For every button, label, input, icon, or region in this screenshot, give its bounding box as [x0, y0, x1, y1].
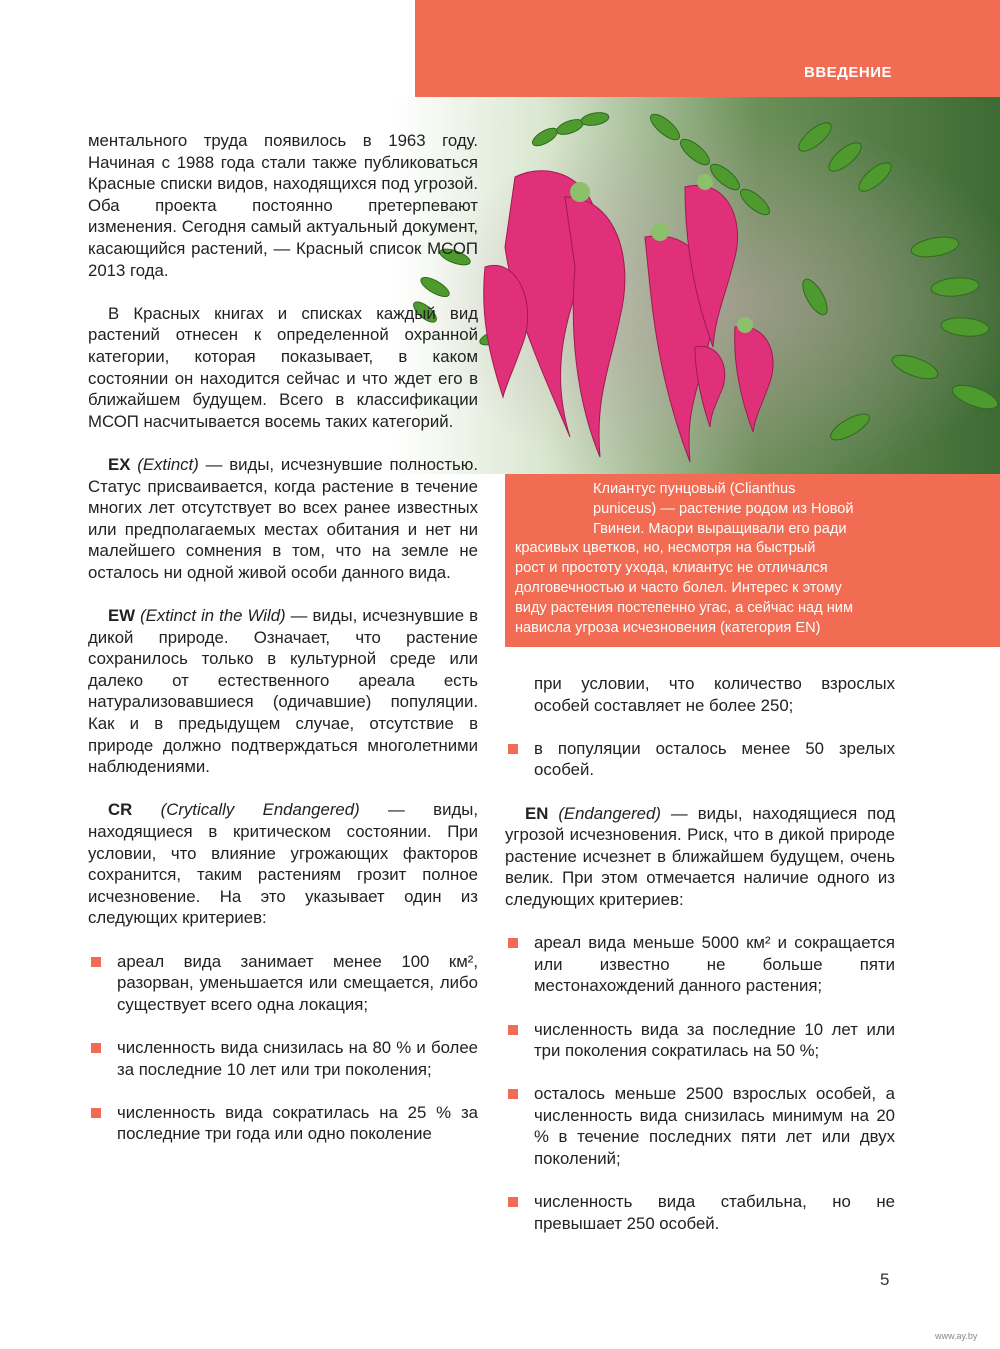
bullet-text: численность вида за последние 10 лет или три поколения сократилась на 50 %; [534, 1019, 895, 1061]
paragraph-cr [88, 799, 478, 929]
section-title: ВВЕДЕНИЕ [804, 64, 892, 81]
paragraph-ex [88, 454, 478, 584]
category-text-ew: — виды, исчезнувшие в дикой природе. Означает, что растение сохранилось только в культурной среде или далеко от естественного ареала есть натурализовавшиеся (одичавшие) популяции. Как и в предыдущем случае, отсутствие в природе должно подтверждаться многолетними наблюдениями. [88, 606, 478, 777]
watermark: www.ay.by [935, 1331, 978, 1341]
category-code-ex: EX [108, 454, 131, 474]
list-item [505, 1191, 895, 1234]
bullet-text: численность вида снизилась на 80 % и более за последние 10 лет или три поколения; [117, 1037, 478, 1079]
bullet-square-icon [508, 938, 518, 948]
bullet-text: осталось меньше 2500 взрослых особей, а численность вида снизилась минимум на 20 % в течение последних пяти лет или двух поколений; [534, 1084, 895, 1169]
right-column [505, 673, 895, 1256]
caption-line-2: puniceus) — растение родом из Новой [593, 500, 854, 517]
flower-photo-icon [395, 97, 1000, 474]
list-item-continued [505, 673, 895, 716]
paragraph-ew [88, 605, 478, 778]
category-code-cr: CR [108, 800, 133, 820]
bullet-square-icon [508, 1025, 518, 1035]
bullet-square-icon [91, 957, 101, 967]
list-item [505, 1019, 895, 1062]
list-item [505, 738, 895, 781]
bullet-text: численность вида сократилась на 25 % за последние три года или одно поколение [117, 1102, 478, 1144]
paragraph-intro: ментального труда появилось в 1963 году. Начиная с 1988 года стали также публиковаться Красные списки видов, находящихся под угрозой. Оба проекта постоянно претерпевают изменения. Сегодня самый актуальный документ, касающийся растений, — Красный список МСОП 2013 года. [88, 131, 478, 280]
bullet-text: при условии, что количество взрослых особей составляет не более 250; [534, 674, 895, 715]
category-code-ew: EW [108, 606, 136, 626]
bullet-square-icon [508, 744, 518, 754]
bullet-square-icon [91, 1108, 101, 1118]
category-text-en: — виды, находящиеся под угрозой исчезновения. Риск, что в дикой природе растение исчезнет в ближайшем будущем, очень велик. При этом отмечается наличие одного из следующих критериев: [505, 803, 895, 909]
list-item [505, 1083, 895, 1169]
page-number: 5 [880, 1270, 890, 1289]
category-name-en: (Endangered) [558, 803, 661, 823]
category-name-cr: (Crytically Endangered) [160, 800, 360, 820]
bullet-square-icon [508, 1197, 518, 1207]
bullet-text: ареал вида занимает менее 100 км², разорван, уменьшается или смещается, либо существует всего одна локация; [117, 951, 478, 1014]
category-text-ex: — виды, исчезнувшие полностью. Статус присваивается, когда растение в течение многих лет отсутствует во всех ранее известных или предполагаемых местах обитания и нет ни малейшего сомнения в том, что на земле не осталось ни одной живой особи данного вида. [88, 454, 479, 582]
caption-line-7: виду растения постепенно угас, а сейчас над ним [515, 599, 853, 616]
category-text-cr: — виды, находящиеся в критическом состоянии. При условии, что влияние угрожающих факторов сохранится, таким растениям грозит полное исчезновение. На это указывает один из следующих критериев: [88, 800, 478, 928]
photo-caption [515, 480, 900, 638]
caption-line-4: красивых цветков, но, несмотря на быстрый [515, 540, 816, 557]
bullet-text: в популяции осталось менее 50 зрелых особей. [534, 738, 895, 780]
photo-caption-box [505, 474, 1000, 647]
paragraph-en [505, 803, 895, 911]
caption-line-1: Клиантус пунцовый (Clianthus [593, 481, 796, 497]
caption-line-5: рост и простоту ухода, клиантус не отличался [515, 560, 828, 577]
header-band [415, 0, 1000, 97]
category-name-ew: (Extinct in the Wild) [140, 606, 286, 626]
left-column [88, 130, 478, 1167]
paragraph-categories: В Красных книгах и списках каждый вид растений отнесен к определенной охранной категории, которая показывает, в каком состоянии он находится сейчас и что ждет его в ближайшем будущем. Всего в классификации МСОП насчитывается восемь таких категорий. [88, 303, 478, 431]
category-code-en: EN [525, 803, 549, 823]
category-name-ex: (Extinct) [137, 454, 199, 474]
bullet-text: численность вида стабильна, но не превышает 250 особей. [534, 1192, 895, 1233]
caption-line-3: Гвинеи. Маори выращивали его ради [593, 520, 847, 537]
list-item [88, 1102, 478, 1145]
list-item [88, 951, 478, 1016]
bullet-square-icon [508, 1089, 518, 1099]
list-item [505, 932, 895, 997]
caption-line-6: долговечностью и часто болел. Интерес к этому [515, 579, 842, 596]
flower-photo [395, 97, 1000, 474]
list-item [88, 1037, 478, 1080]
bullet-text: ареал вида меньше 5000 км² и сокращается или известно не больше пяти местонахождений данного растения; [534, 933, 895, 996]
bullet-square-icon [91, 1043, 101, 1053]
caption-line-8: нависла угроза исчезновения (категория EN) [515, 619, 821, 636]
